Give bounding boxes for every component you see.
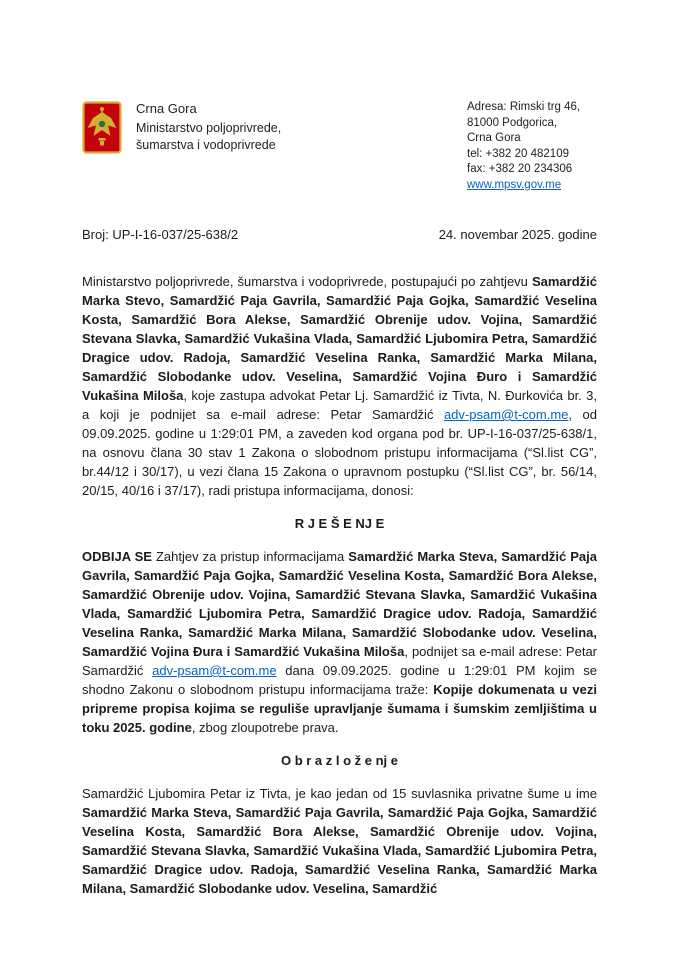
bold-text-segment: Samardžić Marka Stevo, Samardžić Paja Gavrila, Samardžić Paja Gojka, Samardžić Veselina Kosta, Samardžić Bora Alekse, Samardžić Obrenije udov. Vojina, Samardžić Stevana Slavka, Samardžić Vukašina Vlada, Samardžić Ljubomira Petra, Samardžić Dragice udov. Radoja, Samardžić Veselina Ranka, Samardžić Marka Milana, Samardžić Slobodanke udov. Veselina, Samardžić Vojina Đuro i Samardžić Vukašina Miloša (82, 274, 597, 403)
bold-text-segment: Samardžić Marka Steva, Samardžić Paja Gavrila, Samardžić Paja Gojka, Samardžić Veselina Kosta, Samardžić Bora Alekse, Samardžić Obrenije udov. Vojina, Samardžić Stevana Slavka, Samardžić Vukašina Vlada, Samardžić Ljubomira Petra, Samardžić Dragice udov. Radoja, Samardžić Veselina Ranka, Samardžić Marka Milana, Samardžić Slobodanke udov. Veselina, Samardžić (82, 805, 597, 896)
decision-paragraph (82, 547, 597, 737)
text-segment: Ministarstvo poljoprivrede, šumarstva i vodoprivrede, postupajući po zahtjevu (82, 274, 532, 289)
bold-text-segment: Kopije dokumenata u vezi pripreme propisa kojima se reguliše upravljanje šumama i šumskim zemljištima u toku 2025. godine (82, 682, 597, 735)
email-link[interactable]: adv-psam@t-com.me (152, 663, 277, 678)
contact-block (467, 100, 597, 193)
meta-row (82, 227, 597, 242)
document-number: Broj: UP-I-16-037/25-638/2 (82, 227, 239, 242)
document-header (82, 100, 597, 193)
org-country: Crna Gora (136, 101, 197, 116)
montenegro-coat-of-arms-icon (82, 101, 122, 154)
ministry-name-line2: šumarstva i vodoprivrede (136, 138, 276, 152)
bold-text-segment: Samardžić Marka Steva, Samardžić Paja Gavrila, Samardžić Paja Gojka, Samardžić Veselina Kosta, Samardžić Bora Alekse, Samardžić Obrenije udov. Vojina, Samardžić Stevana Slavka, Samardžić Vukašina Vlada, Samardžić Ljubomira Petra, Samardžić Dragice udov. Radoja, Samardžić Veselina Ranka, Samardžić Marka Milana, Samardžić Slobodanke udov. Veselina, Samardžić Vojina Đura i Samardžić Vukašina Miloša (82, 549, 597, 659)
text-segment: , koje zastupa advokat Petar Lj. Samardžić iz Tivta, N. Đurkovića br. 3, a koji je podnijet sa e-mail adrese: Petar Samardžić (82, 388, 597, 422)
ministry-name-line1: Ministarstvo poljoprivrede, (136, 121, 282, 135)
email-link[interactable]: adv-psam@t-com.me (443, 407, 569, 422)
phone-line: tel: +382 20 482109 (467, 147, 569, 160)
text-segment: , podnijet sa e-mail adrese: Petar Samardžić (82, 644, 597, 678)
text-segment: , zbog zloupotrebe prava. (191, 720, 339, 735)
address-line: Adresa: Rimski trg 46, (467, 101, 581, 113)
bold-text-segment: ODBIJA SE (82, 549, 152, 564)
text-segment: dana 09.09.2025. godine u 1:29:01 PM kojim se shodno Zakonu o slobodnom pristupu informacijama traže: (82, 663, 597, 697)
website-link[interactable]: www.mpsv.gov.me (467, 178, 562, 191)
org-text (136, 100, 281, 154)
document-date: 24. novembar 2025. godine (438, 227, 597, 242)
org-block (82, 100, 281, 154)
address-line: 81000 Podgorica, (467, 116, 558, 129)
explanation-heading: O b r a z l o ž e nj e (280, 753, 399, 768)
intro-paragraph (82, 272, 597, 500)
document-body (82, 272, 597, 898)
decision-heading: R J E Š E NJ E (294, 516, 385, 531)
explanation-paragraph (82, 784, 597, 898)
text-segment: Samardžić Ljubomira Petar iz Tivta, je kao jedan od 15 suvlasnika privatne šume u ime (82, 786, 597, 801)
text-segment: , od 09.09.2025. godine u 1:29:01 PM, a zaveden kod organa pod br. UP-I-16-037/25-638/1, na osnovu člana 30 stav 1 Zakona o slobodnom pristupu informacijama (“Sl.list CG”, br.44/12 i 30/17), u vezi člana 15 Zakona o upravnom postupku (“Sl.list CG”, br. 56/14, 20/15, 40/16 i 37/17), radi pristupa informacijama, donosi: (82, 407, 597, 498)
fax-line: fax: +382 20 234306 (467, 163, 573, 175)
text-segment: Zahtjev za pristup informacijama (151, 549, 349, 564)
address-line: Crna Gora (467, 132, 521, 144)
